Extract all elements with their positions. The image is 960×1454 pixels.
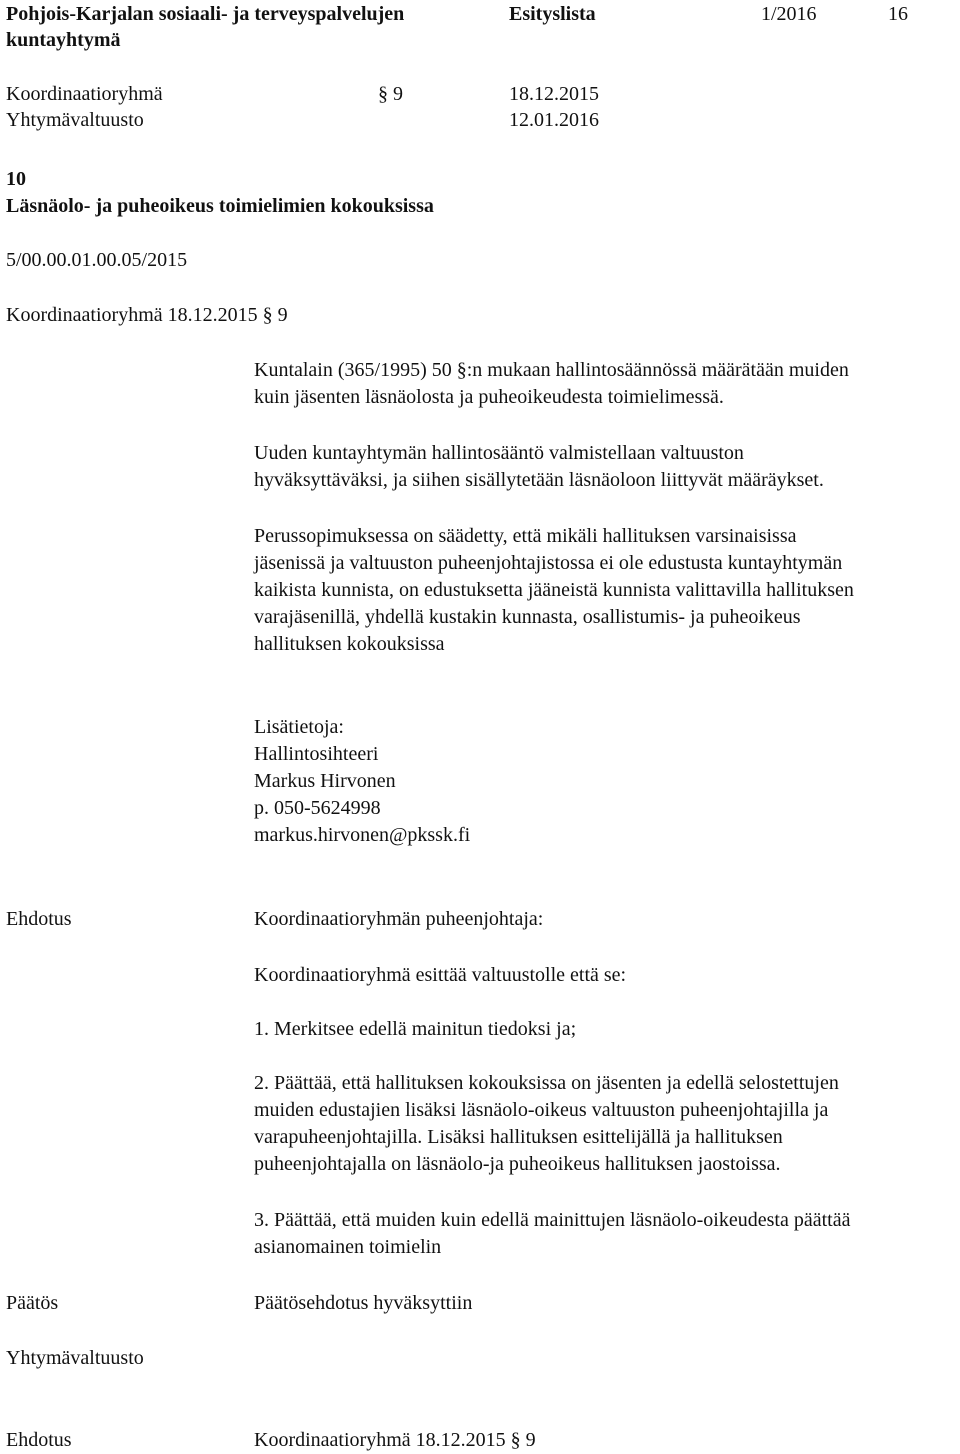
page-number: 16: [888, 3, 908, 25]
contact-name: Markus Hirvonen: [254, 770, 396, 792]
organization-name-line2: kuntayhtymä: [6, 29, 121, 51]
handling-section-1: § 9: [378, 83, 403, 105]
proposal-label: Ehdotus: [6, 908, 72, 930]
contact-info: [254, 714, 470, 849]
issue-number: 1/2016: [761, 3, 817, 25]
next-proposal-label: Ehdotus: [6, 1429, 72, 1451]
proposal-item-3: 3. Päättää, että muiden kuin edellä mainittujen läsnäolo-oikeudesta päättää asianomainen toimielin: [254, 1209, 851, 1258]
handling-date-1: 18.12.2015: [509, 83, 599, 105]
contact-email: markus.hirvonen@pkssk.fi: [254, 824, 471, 846]
decision-text: Päätösehdotus hyväksyttiin: [254, 1292, 473, 1314]
meeting-reference: Koordinaatioryhmä 18.12.2015 § 9: [6, 304, 288, 326]
paragraph-basic-agreement: Perussopimuksessa on säädetty, että mikäli hallituksen varsinaisissa jäsenissä ja valtuuston puheenjohtajistossa ei ole edustusta kuntayhtymän kaikista kunnista, on edustuksetta jääneistä kunnista valittavilla hallituksen varajäsenillä, yhdellä kustakin kunnasta, osallistumis- ja puheoikeus hallituksen kokouksissa: [254, 525, 854, 655]
item-number: 10: [6, 168, 26, 190]
proposal-presenter: Koordinaatioryhmän puheenjohtaja:: [254, 908, 544, 930]
proposal-intro: Koordinaatioryhmä esittää valtuustolle että se:: [254, 964, 627, 986]
item-title: Läsnäolo- ja puheoikeus toimielimien kokouksissa: [6, 195, 434, 217]
decision-label: Päätös: [6, 1292, 59, 1314]
contact-role: Hallintosihteeri: [254, 743, 379, 765]
proposal-item-2: 2. Päättää, että hallituksen kokouksissa on jäsenten ja edellä selostettujen muiden edustajien lisäksi läsnäolo-oikeus valtuuston puheenjohtajilla ja varapuheenjohtajilla. Lisäksi hallituksen esittelijällä ja hallituksen puheenjohtajalla on läsnäolo-ja puheoikeus hallituksen jaostoissa.: [254, 1072, 839, 1175]
organization-name-line1: Pohjois-Karjalan sosiaali- ja terveyspalvelujen: [6, 3, 405, 25]
contact-label: Lisätietoja:: [254, 716, 344, 738]
handling-body-2: Yhtymävaltuusto: [6, 109, 144, 131]
handling-date-2: 12.01.2016: [509, 109, 599, 131]
next-body-heading: Yhtymävaltuusto: [6, 1347, 144, 1369]
proposal-item-1: 1. Merkitsee edellä mainitun tiedoksi ja;: [254, 1018, 577, 1040]
next-meeting-reference: Koordinaatioryhmä 18.12.2015 § 9: [254, 1429, 536, 1451]
paragraph-legal-basis: Kuntalain (365/1995) 50 §:n mukaan hallintosäännössä määrätään muiden kuin jäsenten läsnäolosta ja puheoikeudesta toimielimessä.: [254, 359, 849, 408]
paragraph-administrative-rule: Uuden kuntayhtymän hallintosääntö valmistellaan valtuuston hyväksyttäväksi, ja siihen sisällytetään läsnäoloon liittyvät määräykset.: [254, 442, 824, 491]
record-id: 5/00.00.01.00.05/2015: [6, 249, 188, 271]
contact-phone: p. 050-5624998: [254, 797, 381, 819]
document-type: Esityslista: [509, 3, 596, 25]
handling-body-1: Koordinaatioryhmä: [6, 83, 163, 105]
